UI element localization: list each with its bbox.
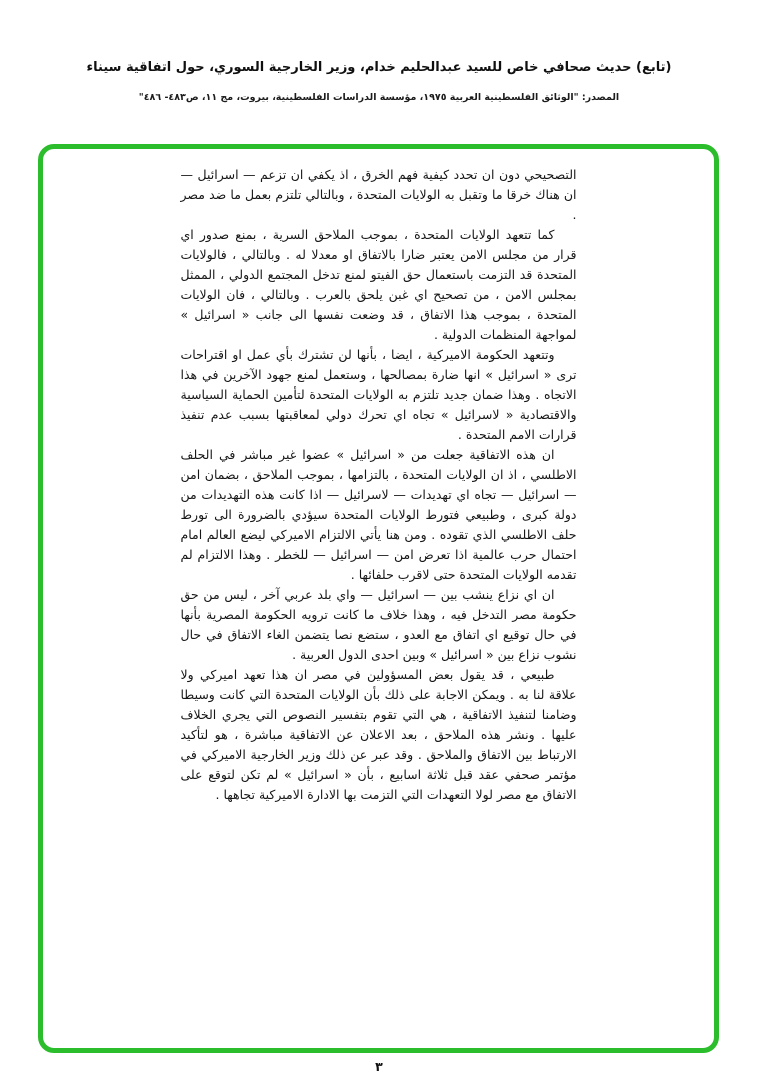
page-title: (تابع) حديث صحافي خاص للسيد عبدالحليم خدام، وزير الخارجية السوري، حول اتفاقية سيناء bbox=[86, 60, 672, 75]
page-number: ٣ bbox=[375, 1059, 383, 1074]
body-text bbox=[181, 165, 577, 805]
paragraph: كما تتعهد الولايات المتحدة ، بموجب الملاحق السرية ، بمنع صدور اي قرار من مجلس الامن يعتبر ضارا بالاتفاق او معدلا له . وبالتالي ، فالولايات المتحدة قد التزمت باستعمال حق الفيتو لمنع تدخل المجتمع الدولي ، الممثل بمجلس الامن ، من تصحيح اي غبن يلحق بالعرب . وبالتالي ، فان الولايات المتحدة ، بموجب هذا الاتفاق ، قد وضعت نفسها الى جانب « اسرائيل » لمواجهة المنظمات الدولية . bbox=[180, 227, 577, 342]
highlight-border-box bbox=[38, 144, 719, 1053]
paragraph: ان هذه الاتفاقية جعلت من « اسرائيل » عضوا غير مباشر في الحلف الاطلسي ، اذ ان الولايات المتحدة ، بالتزامها ، بموجب الملاحق ، بضمان امن — اسرائيل — تجاه اي تهديدات — لاسرائيل — اذا كانت هذه التهديدات من دولة كبرى ، وطبيعي فتورط الولايات المتحدة سيؤدي بالضرورة الى تورط حلف الاطلسي الذي تقوده . ومن هنا يأتي الالتزام الاميركي ليضع العالم امام احتمال حرب عالمية اذا تعرض امن — اسرائيل — للخطر . وهذا الالتزام لم تقدمه الولايات المتحدة حتى لاقرب حلفائها . bbox=[180, 447, 577, 582]
paragraph: وتتعهد الحكومة الاميركية ، ايضا ، بأنها لن تشترك بأي عمل او اقتراحات ترى « اسرائيل » انها ضارة بمصالحها ، وستعمل لمنع جهود الآخرين في هذا الاتجاه . وهذا ضمان جديد تلتزم به الولايات المتحدة لتأمين الحماية السياسية والاقتصادية « لاسرائيل » تجاه اي تحرك دولي لمعاقبتها بسبب عدم تنفيذ قرارات الامم المتحدة . bbox=[180, 347, 577, 442]
paragraph: ان اي نزاع ينشب بين — اسرائيل — واي بلد عربي آخر ، ليس من حق حكومة مصر التدخل فيه ، وهذا خلاف ما كانت ترويه الحكومة المصرية بأنها في حال توقيع اي اتفاق مع العدو ، ستضع نصا يتضمن الغاء الاتفاق في حال نشوب نزاع بين « اسرائيل » وبين احدى الدول العربية . bbox=[180, 587, 577, 662]
source-line: المصدر: "الوثائق الفلسطينية العربية ١٩٧٥، مؤسسة الدراسات الفلسطينية، بيروت، مج ١١، ص٤٨٣- ٤٨٦" bbox=[138, 92, 620, 103]
paragraph: التصحيحي دون ان تحدد كيفية فهم الخرق ، اذ يكفي ان تزعم — اسرائيل — ان هناك خرقا ما وتقبل به الولايات المتحدة ، وبالتالي تلتزم بعمل ما ضد مصر . bbox=[180, 167, 577, 222]
paragraph: طبيعي ، قد يقول بعض المسؤولين في مصر ان هذا تعهد اميركي ولا علاقة لنا به . ويمكن الاجابة على ذلك بأن الولايات المتحدة التي كانت وسيطا وضامنا لتنفيذ الاتفاقية ، هي التي تقوم بتفسير النصوص التي يجري الخلاف عليها . ونشر هذه الملاحق ، بعد الاعلان عن الاتفاقية مباشرة ، هو لتأكيد الارتباط بين الاتفاق والملاحق . وقد عبر عن ذلك وزير الخارجية الاميركي في مؤتمر صحفي عقد قبل ثلاثة اسابيع ، بأن « اسرائيل » لم تكن لتوقع على الاتفاق مع مصر لولا التعهدات التي التزمت بها الادارة الاميركية تجاهها . bbox=[180, 667, 577, 802]
